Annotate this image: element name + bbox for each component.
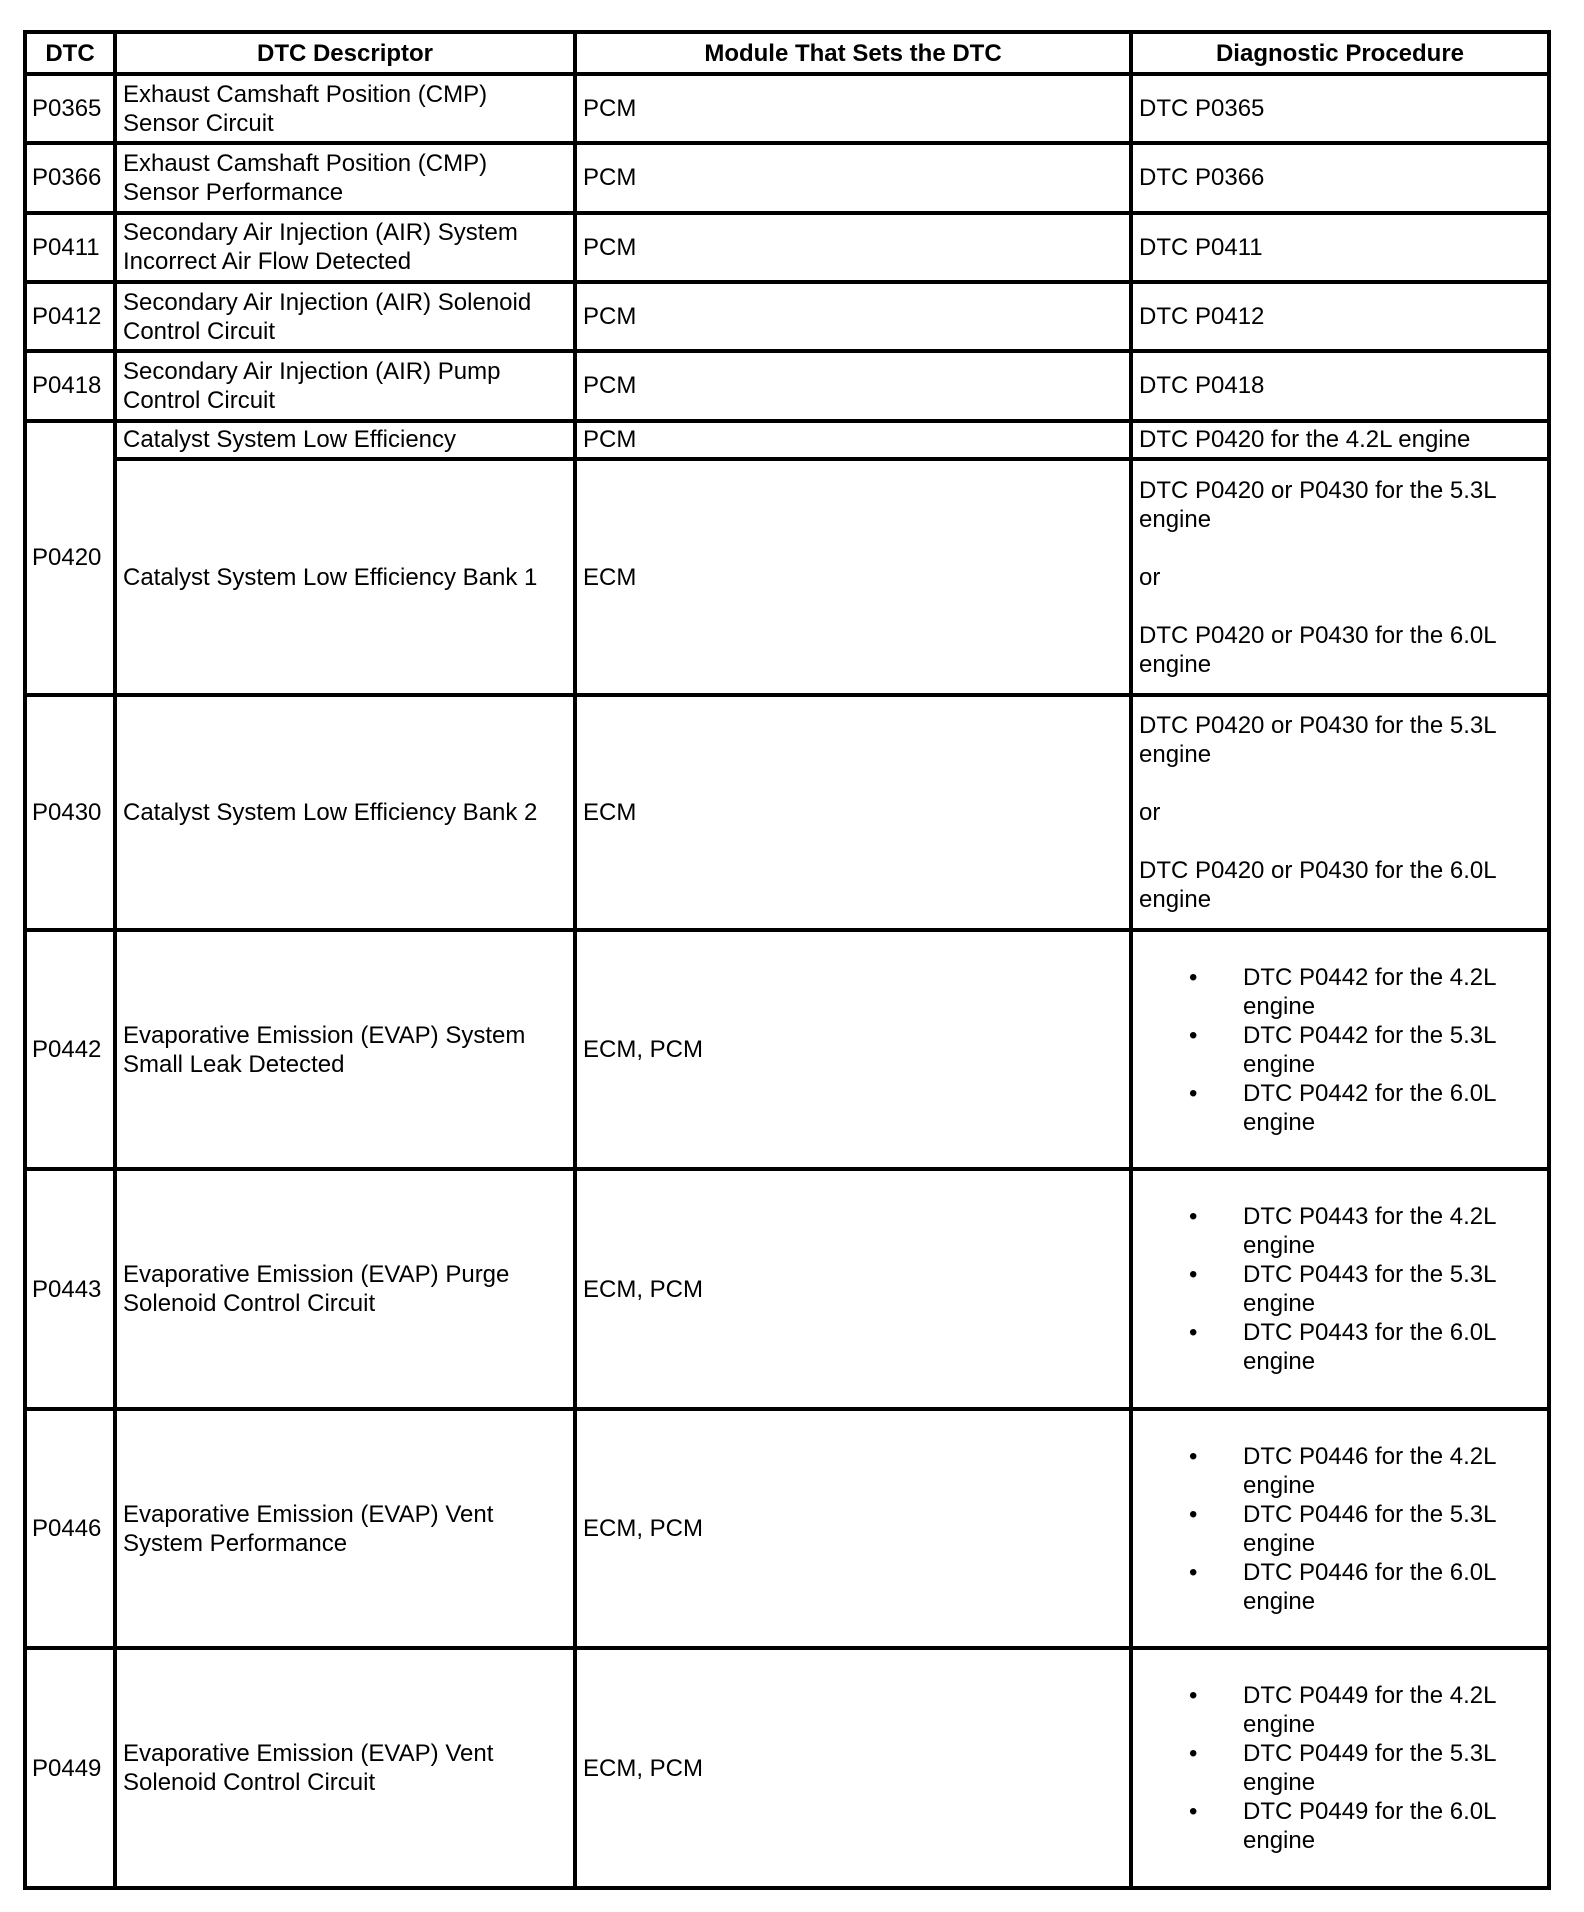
dtc-procedure xyxy=(1131,1648,1549,1888)
table-row xyxy=(25,1169,1549,1408)
list-item: • DTC P0442 for the 6.0L engine xyxy=(1243,1079,1541,1137)
dtc-module: PCM xyxy=(575,74,1131,143)
dtc-module: ECM, PCM xyxy=(575,1169,1131,1408)
header-row xyxy=(25,32,1549,74)
list-item: • DTC P0443 for the 6.0L engine xyxy=(1243,1318,1541,1376)
dtc-table xyxy=(23,30,1551,1890)
dtc-code: P0418 xyxy=(25,351,115,420)
dtc-module: PCM xyxy=(575,282,1131,351)
header-module: Module That Sets the DTC xyxy=(575,32,1131,74)
list-item: • DTC P0449 for the 6.0L engine xyxy=(1243,1797,1541,1855)
dtc-module: ECM xyxy=(575,695,1131,930)
header-descriptor: DTC Descriptor xyxy=(115,32,575,74)
list-item: • DTC P0443 for the 5.3L engine xyxy=(1243,1260,1541,1318)
list-item: • DTC P0449 for the 4.2L engine xyxy=(1243,1681,1541,1739)
dtc-descriptor: Secondary Air Injection (AIR) System Incorrect Air Flow Detected xyxy=(115,213,575,282)
header-procedure: Diagnostic Procedure xyxy=(1131,32,1549,74)
list-item: • DTC P0443 for the 4.2L engine xyxy=(1243,1202,1541,1260)
dtc-descriptor: Secondary Air Injection (AIR) Pump Control Circuit xyxy=(115,351,575,420)
dtc-procedure xyxy=(1131,1169,1549,1408)
dtc-code: P0411 xyxy=(25,213,115,282)
table-row xyxy=(25,459,1549,694)
procedure-list xyxy=(1139,1202,1541,1376)
dtc-descriptor: Catalyst System Low Efficiency Bank 2 xyxy=(115,695,575,930)
dtc-descriptor: Secondary Air Injection (AIR) Solenoid Control Circuit xyxy=(115,282,575,351)
table-row xyxy=(25,143,1549,212)
dtc-procedure: DTC P0412 xyxy=(1131,282,1549,351)
dtc-module: ECM, PCM xyxy=(575,930,1131,1169)
table-row xyxy=(25,282,1549,351)
dtc-module: PCM xyxy=(575,213,1131,282)
dtc-procedure xyxy=(1131,930,1549,1169)
dtc-code: P0366 xyxy=(25,143,115,212)
dtc-module: ECM, PCM xyxy=(575,1409,1131,1648)
dtc-procedure: DTC P0420 for the 4.2L engine xyxy=(1131,421,1549,460)
dtc-procedure xyxy=(1131,1409,1549,1648)
dtc-procedure: DTC P0418 xyxy=(1131,351,1549,420)
dtc-descriptor: Catalyst System Low Efficiency xyxy=(115,421,575,460)
procedure-list xyxy=(1139,963,1541,1137)
list-item: • DTC P0449 for the 5.3L engine xyxy=(1243,1739,1541,1797)
dtc-module: PCM xyxy=(575,421,1131,460)
table-row xyxy=(25,351,1549,420)
dtc-module: ECM, PCM xyxy=(575,1648,1131,1888)
dtc-descriptor: Evaporative Emission (EVAP) System Small Leak Detected xyxy=(115,930,575,1169)
table-row xyxy=(25,1648,1549,1888)
dtc-code: P0365 xyxy=(25,74,115,143)
dtc-descriptor: Evaporative Emission (EVAP) Vent Solenoid Control Circuit xyxy=(115,1648,575,1888)
procedure-list xyxy=(1139,1681,1541,1855)
dtc-code: P0420 xyxy=(25,421,115,695)
list-item: • DTC P0446 for the 6.0L engine xyxy=(1243,1558,1541,1616)
dtc-procedure: DTC P0420 or P0430 for the 5.3L engine or DTC P0420 or P0430 for the 6.0L engine xyxy=(1131,459,1549,694)
table-row xyxy=(25,421,1549,460)
dtc-descriptor: Exhaust Camshaft Position (CMP) Sensor Circuit xyxy=(115,74,575,143)
table-row xyxy=(25,74,1549,143)
dtc-code: P0446 xyxy=(25,1409,115,1648)
dtc-module: ECM xyxy=(575,459,1131,694)
dtc-procedure: DTC P0366 xyxy=(1131,143,1549,212)
list-item: • DTC P0446 for the 4.2L engine xyxy=(1243,1442,1541,1500)
dtc-procedure: DTC P0411 xyxy=(1131,213,1549,282)
list-item: • DTC P0446 for the 5.3L engine xyxy=(1243,1500,1541,1558)
dtc-procedure: DTC P0420 or P0430 for the 5.3L engine or DTC P0420 or P0430 for the 6.0L engine xyxy=(1131,695,1549,930)
list-item: • DTC P0442 for the 5.3L engine xyxy=(1243,1021,1541,1079)
table-row xyxy=(25,213,1549,282)
table-row xyxy=(25,1409,1549,1648)
dtc-descriptor: Evaporative Emission (EVAP) Vent System Performance xyxy=(115,1409,575,1648)
header-dtc: DTC xyxy=(25,32,115,74)
table-row xyxy=(25,930,1549,1169)
procedure-list xyxy=(1139,1442,1541,1616)
dtc-descriptor: Catalyst System Low Efficiency Bank 1 xyxy=(115,459,575,694)
dtc-code: P0443 xyxy=(25,1169,115,1408)
dtc-module: PCM xyxy=(575,351,1131,420)
dtc-module: PCM xyxy=(575,143,1131,212)
dtc-descriptor: Evaporative Emission (EVAP) Purge Solenoid Control Circuit xyxy=(115,1169,575,1408)
dtc-code: P0449 xyxy=(25,1648,115,1888)
table-row xyxy=(25,695,1549,930)
dtc-code: P0442 xyxy=(25,930,115,1169)
dtc-code: P0430 xyxy=(25,695,115,930)
dtc-descriptor: Exhaust Camshaft Position (CMP) Sensor Performance xyxy=(115,143,575,212)
dtc-code: P0412 xyxy=(25,282,115,351)
list-item: • DTC P0442 for the 4.2L engine xyxy=(1243,963,1541,1021)
dtc-procedure: DTC P0365 xyxy=(1131,74,1549,143)
